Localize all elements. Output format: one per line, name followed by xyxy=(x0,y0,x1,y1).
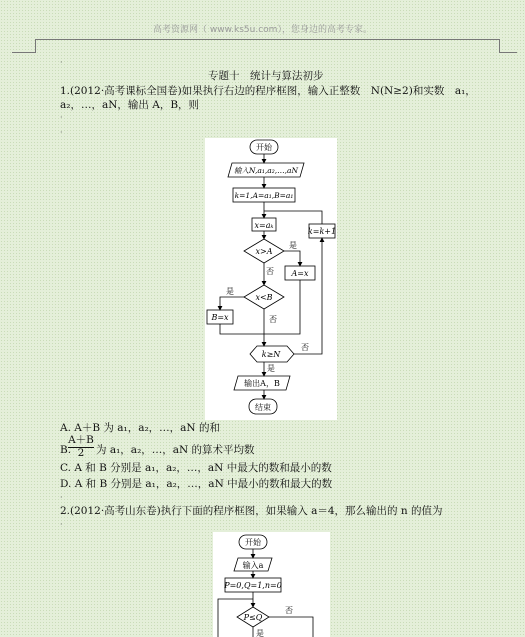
fc2-init-label: P=0,Q=1,n=0 xyxy=(224,581,282,590)
q1-option-b-text: 为 a₁，a₂，…，aN 的算术平均数 xyxy=(96,444,255,456)
fc1-yes2-label: 是 xyxy=(226,287,234,296)
para-mark: · xyxy=(60,128,63,137)
q1-option-d: D. A 和 B 分别是 a₁，a₂，…，aN 中最小的数和最大的数 xyxy=(60,478,333,490)
para-mark: · xyxy=(60,493,63,502)
fc1-cond1-label: x>A xyxy=(255,247,273,256)
fc1-output-label: 输出A，B xyxy=(244,379,280,388)
fc1-assign-label: x=aₖ xyxy=(254,221,274,230)
header-rule-right-foot xyxy=(499,52,517,53)
header-rule xyxy=(35,39,500,40)
q1-intro-line1: 1.(2012·高考课标全国卷)如果执行右边的程序框图，输入正整数 N(N≥2)和实数 a₁， xyxy=(60,85,476,97)
q1-option-b-prefix: B. xyxy=(60,444,72,456)
para-mark: · xyxy=(60,520,63,529)
fc1-no3-label: 否 xyxy=(301,343,309,352)
page-header: 高考资源网（ www.ks5u.com），您身边的高考专家。 xyxy=(153,25,372,35)
fc1-no1-label: 否 xyxy=(266,267,274,276)
q1-option-b-numerator: A＋B xyxy=(68,434,94,446)
para-mark: · xyxy=(60,58,63,67)
fc1-yes1-label: 是 xyxy=(289,241,297,250)
fc2-no-label: 否 xyxy=(285,606,293,615)
fc2-start-label: 开始 xyxy=(245,538,261,547)
fc1-inc-label: k=k+1 xyxy=(307,227,337,236)
flowchart-1 xyxy=(205,138,337,420)
fc1-yes3-label: 是 xyxy=(267,364,275,373)
flowchart-2 xyxy=(213,532,330,637)
header-rule-left-foot xyxy=(12,52,36,53)
q2-intro: 2.(2012·高考山东卷)执行下面的程序框图，如果输入 a＝4，那么输出的 n 的值为 xyxy=(60,505,443,517)
fc1-start-label: 开始 xyxy=(256,143,272,152)
fc1-cond3-label: k≥N xyxy=(261,350,281,359)
fc1-input-label: 输入N,a₁,a₂,…,aN xyxy=(233,166,299,175)
header-rule-left-tick xyxy=(35,39,36,52)
fc2-cond-label: P≤Q xyxy=(243,613,263,622)
fc2-yes-label: 是 xyxy=(256,629,264,637)
para-mark: · xyxy=(60,113,63,122)
fc1-cond2-label: x<B xyxy=(255,293,273,302)
fc2-input-label: 输入a xyxy=(242,561,264,570)
q1-option-c: C. A 和 B 分别是 a₁，a₂，…，aN 中最大的数和最小的数 xyxy=(60,462,332,474)
fc1-setB-label: B=x xyxy=(211,313,229,322)
fc1-setA-label: A=x xyxy=(291,269,309,278)
fc1-init-label: k=1,A=a₁,B=a₁ xyxy=(234,191,294,200)
q1-intro-line2: a₂，…，aN，输出 A，B，则 xyxy=(60,99,200,111)
fc1-no2-label: 否 xyxy=(269,315,277,324)
q1-option-a: A. A＋B 为 a₁，a₂，…，aN 的和 xyxy=(60,422,220,434)
section-title: 专题十 统计与算法初步 xyxy=(208,70,324,82)
header-rule-right-tick xyxy=(499,39,500,52)
fc1-end-label: 结束 xyxy=(255,403,271,412)
q1-option-b-denominator: 2 xyxy=(77,447,85,459)
